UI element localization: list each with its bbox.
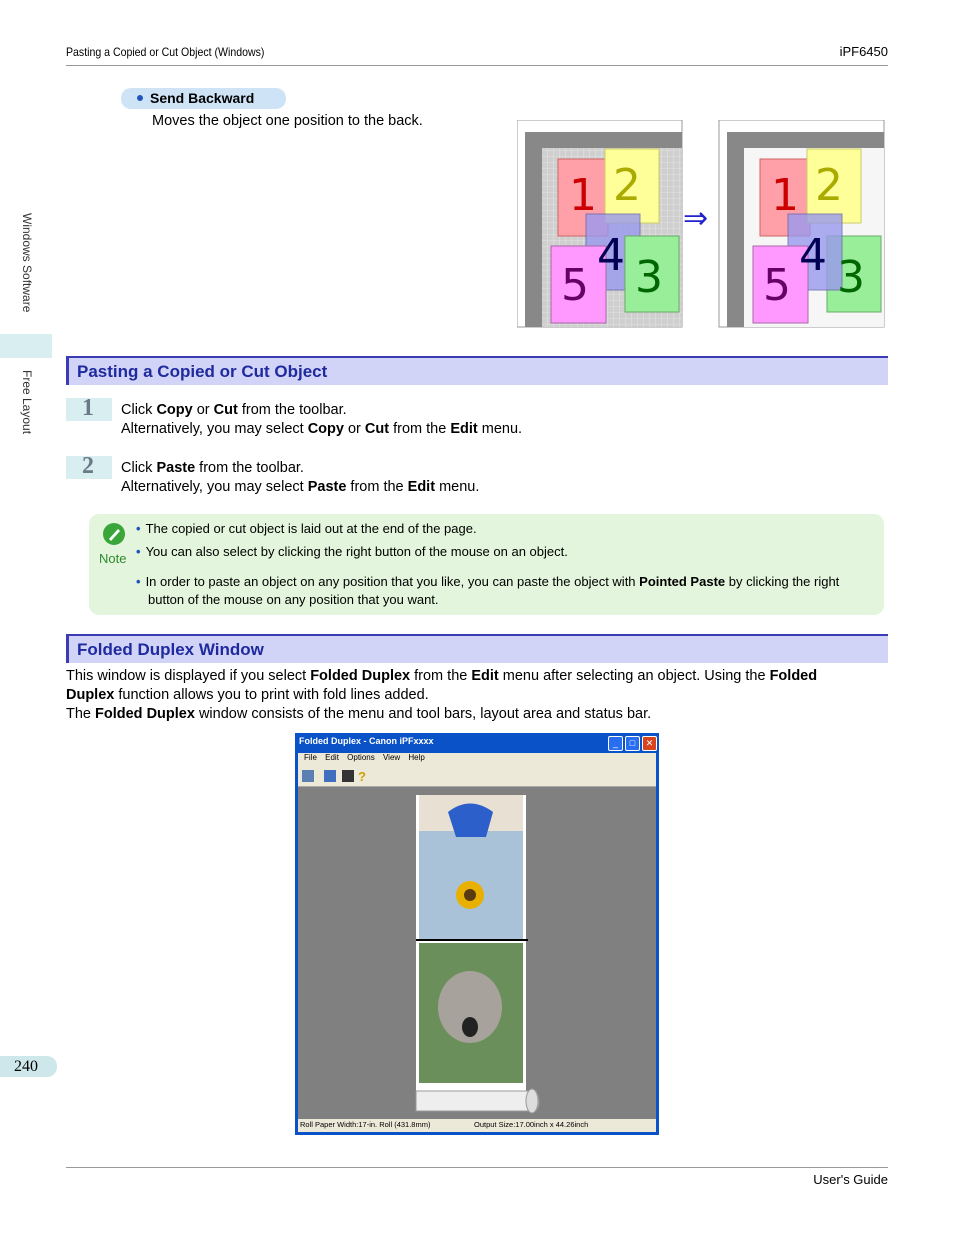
section-title: Pasting a Copied or Cut Object: [77, 362, 328, 381]
layout-preview: [298, 787, 656, 1119]
header-title: Pasting a Copied or Cut Object (Windows): [66, 45, 265, 59]
layout-area: [298, 787, 656, 1119]
note-pencil-icon: [100, 521, 128, 547]
section-heading-pasting: [66, 356, 888, 385]
status-output-size: Output Size:17.00inch x 44.26inch: [474, 1120, 589, 1129]
footer-rule: [66, 1167, 888, 1168]
menu-edit[interactable]: Edit: [325, 753, 339, 762]
print-icon[interactable]: [302, 770, 314, 782]
help-icon[interactable]: ?: [358, 769, 366, 784]
note-label: Note: [99, 551, 127, 566]
diagram-num: 2: [815, 160, 843, 211]
menu-help[interactable]: Help: [408, 753, 425, 762]
window-menubar: [298, 753, 656, 766]
window-title: Folded Duplex - Canon iPFxxxx: [299, 736, 434, 746]
footer-guide: User's Guide: [813, 1172, 888, 1187]
send-backward-pill: [121, 88, 286, 109]
menu-file[interactable]: File: [304, 753, 317, 762]
maximize-button[interactable]: □: [625, 736, 640, 751]
step1-text: Click Copy or Cut from the toolbar. Alternatively, you may select Copy or Cut from the Edit menu.: [121, 402, 523, 437]
folded-duplex-window: [295, 733, 659, 1135]
window-status-bar: [298, 1119, 656, 1132]
diagram-before: [517, 120, 682, 327]
section-heading-folded-duplex: [66, 634, 888, 663]
minimize-button[interactable]: _: [608, 736, 623, 751]
diagram-num: 4: [597, 230, 625, 281]
toolbar-icons: [298, 766, 378, 786]
diagram-num: 2: [613, 160, 641, 211]
diagram-num: 1: [771, 170, 799, 221]
side-tab-highlight: [0, 334, 52, 358]
diagram-num: 3: [837, 252, 865, 303]
header-rule: [66, 65, 888, 66]
bullet-icon: [137, 95, 143, 101]
send-backward-desc: Moves the object one position to the back.: [152, 113, 423, 129]
diagram-num: 3: [635, 252, 663, 303]
send-backward-diagram: [517, 120, 887, 328]
arrow-icon: ⇒: [683, 201, 709, 236]
paper-roll-icon: [416, 1091, 539, 1111]
diagram-after: [719, 120, 884, 327]
folded-duplex-description: This window is displayed if you select Folded Duplex from the Edit menu after selecting an object. Using the Folded Duplex function allows you to print with fold lines added. The Folded Duplex window consists of the menu and tool bars, layout area and status bar.: [66, 668, 818, 722]
close-button[interactable]: ✕: [642, 736, 657, 751]
step-number-1: 1: [66, 398, 112, 421]
section-title: Folded Duplex Window: [77, 640, 264, 659]
note-bullet-1: • The copied or cut object is laid out at the end of the page.: [136, 521, 477, 536]
settings-icon[interactable]: [342, 770, 354, 782]
header-model: iPF6450: [839, 44, 888, 59]
diagram-num: 5: [763, 260, 791, 311]
note-bullet-3: • In order to paste an object on any position that you like, you can paste the object with Pointed Paste by clicking the right button of the mouse on any position that you want.: [136, 574, 840, 607]
send-backward-title: Send Backward: [150, 90, 255, 106]
note-bullet-2: • You can also select by clicking the right button of the mouse on an object.: [136, 544, 568, 559]
side-label-free-layout: Free Layout: [20, 370, 34, 435]
status-roll-width: Roll Paper Width:17-in. Roll (431.8mm): [300, 1120, 431, 1129]
side-label-windows-software: Windows Software: [20, 213, 34, 313]
window-toolbar: [298, 766, 656, 787]
diagram-num: 4: [799, 230, 827, 281]
fold-icon[interactable]: [324, 770, 336, 782]
menu-options[interactable]: Options: [347, 753, 375, 762]
page-number: 240: [0, 1056, 57, 1077]
diagram-num: 5: [561, 260, 589, 311]
step-number-2: 2: [66, 456, 112, 479]
step2-text: Click Paste from the toolbar. Alternatively, you may select Paste from the Edit menu.: [121, 460, 480, 495]
menu-view[interactable]: View: [382, 753, 401, 762]
diagram-num: 1: [569, 170, 597, 221]
